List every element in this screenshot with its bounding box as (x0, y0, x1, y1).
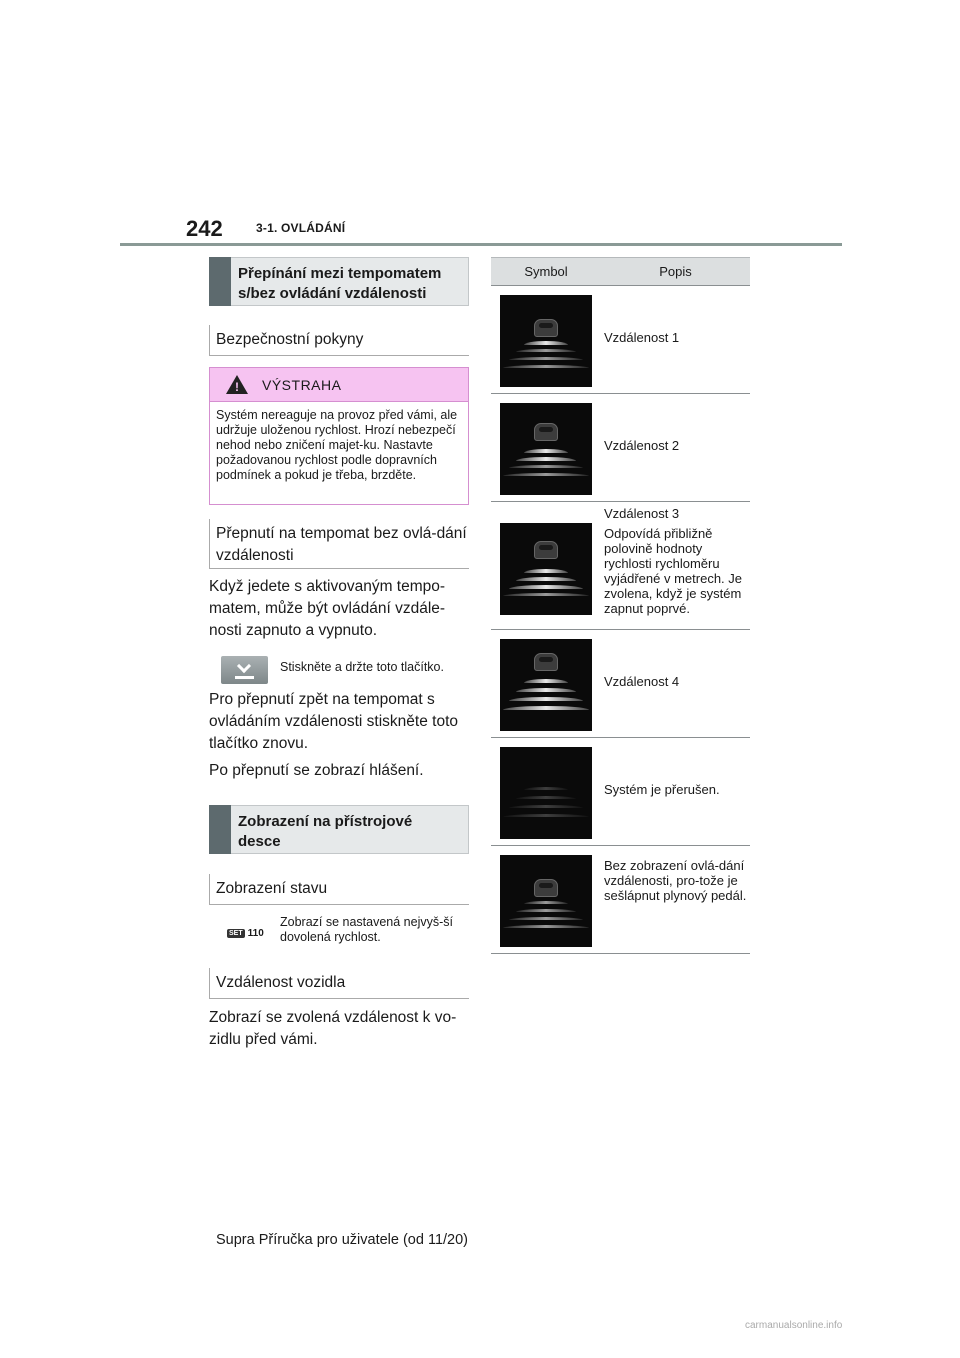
header-description: Popis (659, 264, 692, 279)
distance-2-icon (500, 403, 592, 495)
heading-text: Přepínání mezi tempomatem s/bez ovládání vzdálenosti (238, 265, 442, 302)
accelerator-pressed-icon (500, 855, 592, 947)
table-row (491, 630, 750, 738)
paragraph-switch-back: Pro přepnutí zpět na tempomat s ovládáním vzdálenosti stiskněte toto tlačítko znovu. (209, 691, 458, 752)
set-speed-value: 110 (247, 928, 264, 939)
button-caption: Stiskněte a držte toto tlačítko. (280, 660, 444, 674)
set-speed-badge (227, 928, 264, 939)
warning-box (209, 367, 469, 505)
car-icon (534, 541, 558, 559)
car-icon (534, 879, 558, 897)
warning-label: VÝSTRAHA (262, 376, 342, 393)
table-row (491, 738, 750, 846)
row-description: Vzdálenost 4 (604, 674, 680, 689)
footer-text: Supra Příručka pro uživatele (od 11/20) (216, 1232, 469, 1248)
subheading-distance: Vzdálenost vozidla (209, 968, 469, 999)
header-divider (120, 243, 842, 246)
set-speed-row (209, 912, 474, 956)
table-row (491, 502, 750, 630)
button-bar (235, 676, 254, 679)
section-heading-display (209, 805, 469, 854)
distance-4-icon (500, 639, 592, 731)
watermark: carmanualsonline.info (745, 1320, 843, 1331)
paragraph-distance: Zobrazí se zvolená vzdálenost k vo-zidlu před vámi. (209, 1009, 457, 1048)
subheading-safety: Bezpečnostní pokyny (209, 325, 469, 356)
row-description: Bez zobrazení ovlá-dání vzdálenosti, pro-tože je sešlápnut plynový pedál. (604, 858, 747, 903)
distance-3-icon (500, 523, 592, 615)
row-description: Vzdálenost 2 (604, 438, 680, 453)
warning-triangle-icon: ! (226, 375, 248, 394)
distance-1-icon (500, 295, 592, 387)
subheading-status: Zobrazení stavu (209, 874, 469, 905)
row-description: Systém je přerušen. (604, 782, 720, 797)
symbol-table (491, 257, 750, 954)
car-icon (534, 319, 558, 337)
heading-bar (209, 257, 231, 306)
row-title: Vzdálenost 3 (604, 506, 680, 521)
subheading-switch: Přepnutí na tempomat bez ovlá-dání vzdálenosti (209, 519, 469, 569)
set-speed-caption: Zobrazí se nastavená nejvyš-ší dovolená rychlost. (280, 915, 453, 944)
heading-bar (209, 805, 231, 854)
chapter-title: 3-1. OVLÁDÁNÍ (256, 221, 346, 235)
distance-button-icon (221, 656, 268, 684)
table-row (491, 286, 750, 394)
car-icon (534, 423, 558, 441)
warning-text: Systém nereaguje na provoz před vámi, ale udržuje uloženou rychlost. Hrozí nebezpečí nehod nebo zničení majet-ku. Nastavte požadovanou rychlost podle dopravních podmínek a pokud je třeba, brzděte. (216, 408, 458, 482)
row-description (604, 506, 748, 616)
paragraph-toggle: Když jedete s aktivovaným tempo-matem, může být ovládání vzdále-nosti zapnuto a vypnuto. (209, 578, 446, 639)
table-header (491, 257, 750, 286)
warning-header (210, 368, 468, 402)
system-interrupted-icon (500, 747, 592, 839)
page-number: 242 (186, 216, 223, 241)
set-label: SET (229, 930, 243, 937)
row-extra: Odpovídá přibližně polovině hodnoty rychlosti rychloměru vyjádřené v metrech. Je zvolena, když je systém zapnut poprvé. (604, 526, 743, 616)
header-symbol: Symbol (524, 264, 568, 279)
paragraph-message: Po přepnutí se zobrazí hlášení. (209, 762, 424, 779)
heading-text: Zobrazení na přístrojové desce (238, 813, 413, 850)
arrow-down-icon (237, 659, 251, 673)
car-icon (534, 653, 558, 671)
button-instruction (209, 652, 474, 688)
row-description: Vzdálenost 1 (604, 330, 680, 345)
section-heading-switching (209, 257, 469, 306)
table-row (491, 846, 750, 954)
table-row (491, 394, 750, 502)
